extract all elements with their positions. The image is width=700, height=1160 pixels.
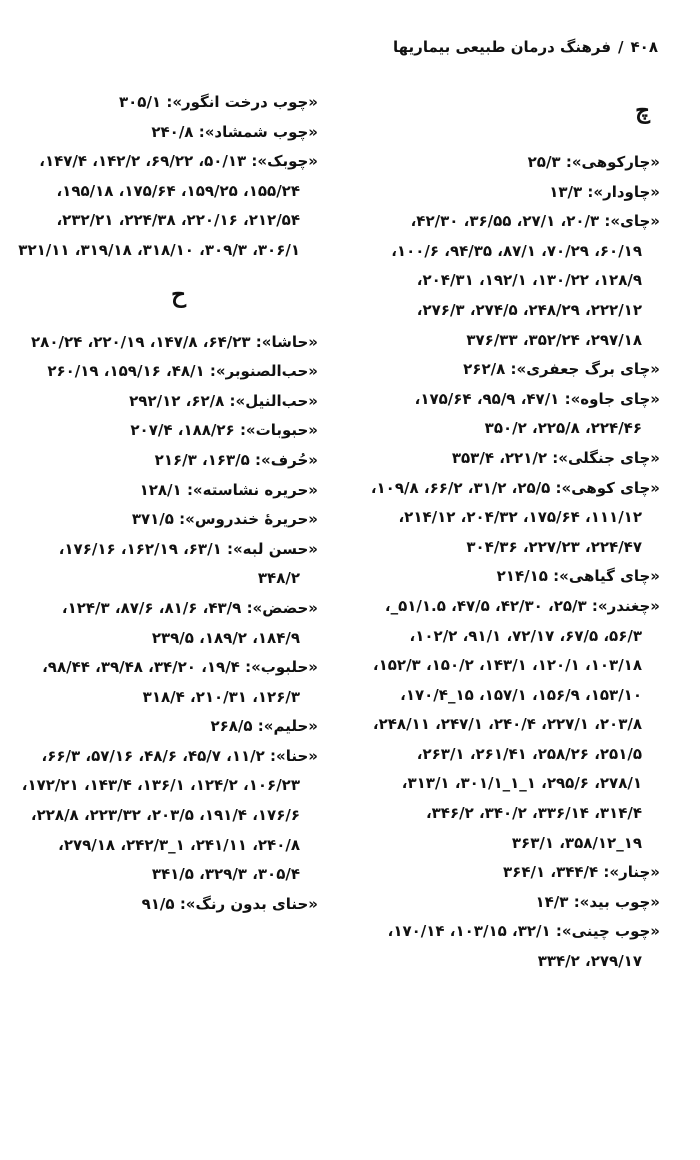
entry-refs: ۱۹/۴، ۳۴/۲۰، ۳۹/۴۸، ۹۸/۴۴، ۱۲۶/۳، ۲۱۰/۳۱، ۳۱۸/۴ xyxy=(42,658,300,706)
entry-refs: ۲۵/۳، ۴۲/۳۰، ۴۷/۵، ۵۱/۱.۵_، ۵۶/۳، ۶۷/۵، ۷۲/۱۷، ۹۱/۱، ۱۰۲/۲، ۱۰۳/۱۸، ۱۲۰/۱، ۱۴۳/۱، ۱۵۰/۲، ۱۵۲/۳، ۱۵۳/۱۰، ۱۵۶/۹، ۱۵۷/۱، ۱۵_۱۷۰/۴، ۲۰۳/۸، ۲۲۷/۱، ۲۴۰/۴، ۲۴۷/۱، ۲۴۸/۱۱، ۲۵۱/۵، ۲۵۸/۲۶، ۲۶۱/۴۱، ۲۶۳/۱، ۲۷۸/۱، ۲۹۵/۶، ۱_۱_۳۰۱/۱، ۳۱۳/۱، ۳۱۴/۴، ۳۳۶/۱۴، ۳۴۰/۲، ۳۴۶/۲، ۱۹_۳۵۸/۱۲، ۳۶۳/۱ xyxy=(372,596,642,852)
index-entry xyxy=(370,888,660,918)
entry-term: «حب‌النیل»: xyxy=(229,391,318,410)
index-entry xyxy=(18,387,318,417)
entry-term: «حلیم»: xyxy=(257,717,318,736)
entry-refs: ۲۵/۳ xyxy=(527,153,561,171)
entry-refs: ۲۰/۳، ۲۷/۱، ۳۶/۵۵، ۴۲/۳۰، ۶۰/۱۹، ۷۰/۲۹، ۸۷/۱، ۹۴/۳۵، ۱۰۰/۶، ۱۲۸/۹، ۱۳۰/۲۲، ۱۹۲/۱، ۲۰۴/۳۱، ۲۲۲/۱۲، ۲۴۸/۲۹، ۲۷۴/۵، ۲۷۶/۳، ۲۹۷/۱۸، ۳۵۲/۲۴، ۳۷۶/۳۳ xyxy=(391,212,642,349)
entry-term: «حلبوب»: xyxy=(245,658,318,677)
entry-refs: ۲۶۲/۸ xyxy=(463,360,506,379)
entry-term: «چنار»: xyxy=(603,863,660,882)
entry-term: «حُرف»: xyxy=(255,450,318,469)
index-entry xyxy=(18,594,318,653)
entry-refs: ۵۰/۱۳، ۶۹/۲۲، ۱۴۲/۲، ۱۴۷/۴، ۱۵۵/۲۴، ۱۵۹/۲۵، ۱۷۵/۶۴، ۱۹۵/۱۸، ۲۱۲/۵۴، ۲۲۰/۱۶، ۲۲۴/۳۸، ۲۳۲/۲۱، ۳۰۶/۱، ۳۰۹/۳، ۳۱۸/۱۰، ۳۱۹/۱۸، ۳۲۱/۱۱ xyxy=(18,152,300,259)
entry-refs: ۲۱۴/۱۵ xyxy=(496,567,548,586)
entry-term: «چوب شمشاد»: xyxy=(198,122,318,141)
index-entry xyxy=(370,444,660,474)
entry-term: «حبوبات»: xyxy=(239,421,318,440)
index-entry xyxy=(18,476,318,506)
entry-term: «حنای بدون رنگ»: xyxy=(179,894,318,913)
index-entry xyxy=(18,742,318,890)
entry-term: «چای گیاهی»: xyxy=(553,567,660,586)
entry-term: «حسن لبه»: xyxy=(226,539,318,558)
entry-term: «چای جاوه»: xyxy=(564,389,660,408)
entry-term: «حب‌الصنوبر»: xyxy=(209,362,318,381)
entry-term: «چغندر»: xyxy=(591,596,660,615)
entry-term: «چارکوهی»: xyxy=(565,153,660,171)
index-entry xyxy=(370,207,660,355)
index-entry xyxy=(370,148,660,178)
index-entry xyxy=(370,562,660,592)
section-letter-he: ح xyxy=(171,280,186,308)
index-entry xyxy=(370,355,660,385)
entry-refs: ۴۸/۱، ۱۵۹/۱۶، ۲۶۰/۱۹ xyxy=(47,362,205,381)
entry-term: «حریره نشاسته»: xyxy=(186,480,318,499)
entry-refs: ۲۵/۵، ۳۱/۲، ۶۶/۲، ۱۰۹/۸، ۱۱۱/۱۲، ۱۷۵/۶۴، ۲۰۴/۳۲، ۲۱۴/۱۲، ۲۲۴/۴۷، ۲۲۷/۲۳، ۳۰۴/۳۶ xyxy=(370,478,642,556)
entry-term: «چوب درخت انگور»: xyxy=(166,93,318,111)
entry-refs: ۶۲/۸، ۲۹۲/۱۲ xyxy=(129,391,225,410)
entry-term: «چای برگ جعفری»: xyxy=(510,360,660,379)
entry-term: «حاشا»: xyxy=(255,332,318,351)
entry-refs: ۹۱/۵ xyxy=(141,894,175,913)
header-separator: / xyxy=(618,38,624,56)
entry-refs: ۶۴/۲۳، ۱۴۷/۸، ۲۲۰/۱۹، ۲۸۰/۲۴ xyxy=(31,332,251,351)
entry-refs: ۳۲/۱، ۱۰۳/۱۵، ۱۷۰/۱۴، ۲۷۹/۱۷، ۳۳۴/۲ xyxy=(387,922,642,971)
index-entry xyxy=(18,890,318,920)
page-number: ۴۰۸ xyxy=(630,38,658,56)
entry-term: «چای»: xyxy=(604,212,660,231)
entry-refs: ۱۲۸/۱ xyxy=(139,480,182,499)
book-title: فرهنگ درمان طبیعی بیماریها xyxy=(393,38,612,56)
entry-refs: ۲۴۰/۸ xyxy=(151,122,194,141)
index-entry xyxy=(18,328,318,358)
entry-refs: ۳۴۴/۴، ۳۶۴/۱ xyxy=(503,863,599,882)
entry-refs: ۶۳/۱، ۱۶۲/۱۹، ۱۷۶/۱۶، ۳۴۸/۲ xyxy=(58,539,300,588)
entry-term: «چوب چینی»: xyxy=(555,922,660,941)
entry-refs: ۳۰۵/۱ xyxy=(118,93,162,111)
index-entry xyxy=(18,653,318,712)
right-column xyxy=(370,96,660,977)
entry-term: «حنا»: xyxy=(270,746,318,765)
index-entry xyxy=(18,712,318,742)
entry-term: «حضض»: xyxy=(246,598,318,617)
entry-term: «چوب بید»: xyxy=(573,892,660,911)
index-entry xyxy=(18,147,318,265)
index-entry xyxy=(370,917,660,976)
entry-refs: ۲۶۸/۵ xyxy=(210,717,253,736)
entry-refs: ۱۸۸/۲۶، ۲۰۷/۴ xyxy=(130,421,235,440)
section-letter-che: چ xyxy=(635,97,650,124)
entry-refs: ۴۳/۹، ۸۱/۶، ۸۷/۶، ۱۲۴/۳، ۱۸۴/۹، ۱۸۹/۲، ۲۳۹/۵ xyxy=(61,598,300,647)
entry-refs: ۱۳/۳ xyxy=(549,182,583,201)
index-entry xyxy=(370,474,660,563)
entry-term: «چاودار»: xyxy=(587,182,660,201)
index-entry xyxy=(18,88,318,118)
entry-term: «چای جنگلی»: xyxy=(552,448,660,467)
index-entry xyxy=(18,505,318,535)
index-entry xyxy=(18,446,318,476)
left-column xyxy=(18,88,318,919)
entry-term: «چوبک»: xyxy=(251,152,318,171)
index-entry xyxy=(18,357,318,387)
entry-term: «چای کوهی»: xyxy=(555,478,660,497)
entry-refs: ۳۷۱/۵ xyxy=(131,510,174,529)
index-entry xyxy=(370,592,660,858)
index-entry xyxy=(370,858,660,888)
entry-refs: ۲۲۱/۲، ۳۵۳/۴ xyxy=(451,448,548,467)
entry-refs: ۱۶۳/۵، ۲۱۶/۳ xyxy=(154,450,250,469)
index-entry xyxy=(370,178,660,208)
entry-term: «حریرهٔ خندروس»: xyxy=(179,510,318,529)
index-entry xyxy=(18,535,318,594)
entry-refs: ۱۱/۲، ۴۵/۷، ۴۸/۶، ۵۷/۱۶، ۶۶/۳، ۱۰۶/۲۳، ۱۲۴/۲، ۱۳۶/۱، ۱۴۳/۴، ۱۷۲/۲۱، ۱۷۶/۶، ۱۹۱/۴، ۲۰۳/۵، ۲۲۳/۳۲، ۲۲۸/۸، ۲۴۰/۸، ۲۴۱/۱۱، ۱_۲۴۲/۳، ۲۷۹/۱۸، ۳۰۵/۴، ۳۲۹/۳، ۳۴۱/۵ xyxy=(21,746,300,884)
entry-refs: ۱۴/۳ xyxy=(535,892,569,911)
entry-refs: ۴۷/۱، ۹۵/۹، ۱۷۵/۶۴، ۲۲۴/۴۶، ۲۲۵/۸، ۳۵۰/۲ xyxy=(414,389,642,438)
page-header xyxy=(380,38,658,56)
index-entry xyxy=(370,385,660,444)
index-entry xyxy=(18,416,318,446)
index-entry xyxy=(18,118,318,148)
